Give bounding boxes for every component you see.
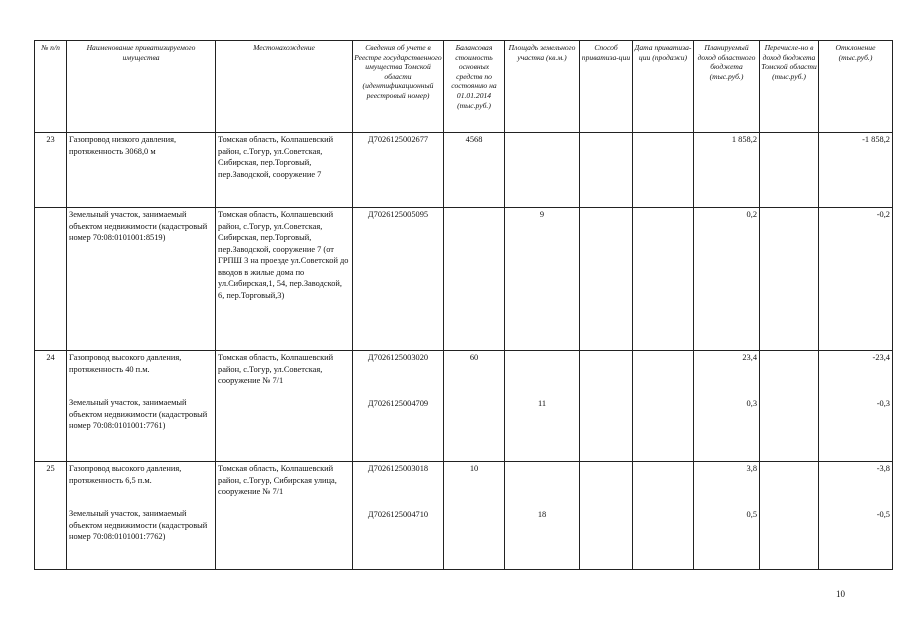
- cell-transfer: [760, 208, 819, 351]
- cell-registry: Д7026125005095: [353, 208, 444, 351]
- cell-income: [694, 351, 760, 462]
- deviation-pipeline: -23,4: [872, 353, 890, 362]
- cell-deviation: [819, 462, 893, 570]
- header-num: № п/п: [35, 41, 67, 133]
- income-pipeline: 3,8: [746, 464, 757, 473]
- registry-pipeline: Д7026125003018: [367, 464, 429, 473]
- cell-balance: 4568: [444, 133, 505, 208]
- header-name: Наименование приватизируемого имущества: [67, 41, 216, 133]
- cell-area: [505, 351, 580, 462]
- header-income: Планируемый доход областного бюджета (тыс.руб.): [694, 41, 760, 133]
- cell-deviation: -0,2: [819, 208, 893, 351]
- cell-num: 23: [35, 133, 67, 208]
- cell-method: [580, 133, 633, 208]
- header-row: [35, 41, 893, 133]
- item-name-land: Земельный участок, занимаемый объектом недвижимости (кадастровый номер 70:08:0101001:7762): [69, 509, 208, 541]
- cell-name: Земельный участок, занимаемый объектом недвижимости (кадастровый номер 70:08:0101001:8519): [67, 208, 216, 351]
- cell-transfer: [760, 351, 819, 462]
- cell-name: [67, 351, 216, 462]
- cell-registry: Д7026125002677: [353, 133, 444, 208]
- deviation-land: -0,3: [876, 398, 890, 408]
- header-date: Дата приватиза-ции (продажи): [633, 41, 694, 133]
- area-value: 11: [537, 399, 547, 408]
- item-name-pipeline: Газопровод высокого давления, протяженность 40 п.м.: [69, 353, 182, 374]
- cell-income: 0,2: [694, 208, 760, 351]
- cell-balance: 60: [444, 351, 505, 462]
- header-area: Площадь земельного участка (кв.м.): [505, 41, 580, 133]
- cell-name: [67, 462, 216, 570]
- cell-name: Газопровод низкого давления, протяженность 3068,0 м: [67, 133, 216, 208]
- income-land: 0,3: [746, 398, 757, 408]
- cell-deviation: [819, 351, 893, 462]
- income-land: 0,5: [746, 509, 757, 519]
- cell-date: [633, 462, 694, 570]
- privatization-table: [34, 40, 893, 570]
- cell-balance: 10: [444, 462, 505, 570]
- cell-transfer: [760, 462, 819, 570]
- cell-deviation: -1 858,2: [819, 133, 893, 208]
- cell-registry: [353, 462, 444, 570]
- cell-method: [580, 208, 633, 351]
- cell-registry: [353, 351, 444, 462]
- cell-method: [580, 462, 633, 570]
- page-number: 10: [836, 589, 845, 599]
- deviation-pipeline: -3,8: [876, 464, 890, 473]
- cell-num: [35, 208, 67, 351]
- cell-balance: [444, 208, 505, 351]
- header-location: Местонахождение: [216, 41, 353, 133]
- cell-location: Томская область, Колпашевский район, с.Тогур, Сибирская улица, сооружение № 7/1: [216, 462, 353, 570]
- deviation-land: -0,5: [876, 509, 890, 519]
- table-row: [35, 133, 893, 208]
- header-registry: Сведения об учете в Реестре государственного имущества Томской области (идентификационный реестровый номер): [353, 41, 444, 133]
- cell-income: [694, 462, 760, 570]
- cell-area: 9: [505, 208, 580, 351]
- registry-land: Д7026125004710: [367, 509, 429, 519]
- header-method: Способ приватиза-ции: [580, 41, 633, 133]
- cell-area: [505, 462, 580, 570]
- cell-date: [633, 133, 694, 208]
- table-row: [35, 208, 893, 351]
- header-deviation: Отклонение (тыс.руб.): [819, 41, 893, 133]
- table-row: [35, 351, 893, 462]
- cell-num: 25: [35, 462, 67, 570]
- item-name-land: Земельный участок, занимаемый объектом недвижимости (кадастровый номер 70:08:0101001:7761): [69, 398, 208, 430]
- cell-location: Томская область, Колпашевский район, с.Тогур, ул.Советская, Сибирская, пер.Торговый, пер.Заводской, сооружение 7 (от ГРПШ 3 на проезде ул.Советской до вводов в жилые дома по ул.Сибирская,1, 54, пер.Заводской, 6, пер.Торговый,3): [216, 208, 353, 351]
- cell-num: 24: [35, 351, 67, 462]
- registry-pipeline: Д7026125003020: [367, 353, 429, 362]
- cell-location: Томская область, Колпашевский район, с.Тогур, ул.Советская, сооружение № 7/1: [216, 351, 353, 462]
- cell-date: [633, 351, 694, 462]
- area-value: 18: [537, 510, 547, 519]
- cell-location: Томская область, Колпашевский район, с.Тогур, ул.Советская, Сибирская, пер.Торговый, пер.Заводской, сооружение 7: [216, 133, 353, 208]
- cell-income: 1 858,2: [694, 133, 760, 208]
- registry-land: Д7026125004709: [367, 398, 429, 408]
- income-pipeline: 23,4: [742, 353, 757, 362]
- table-row: [35, 462, 893, 570]
- cell-date: [633, 208, 694, 351]
- item-name-pipeline: Газопровод высокого давления, протяженность 6,5 п.м.: [69, 464, 182, 485]
- header-transfer: Перечисле-но в доход бюджета Томской области (тыс.руб.): [760, 41, 819, 133]
- cell-area: [505, 133, 580, 208]
- cell-transfer: [760, 133, 819, 208]
- cell-method: [580, 351, 633, 462]
- header-balance: Балансовая стоимость основных средств по состоянию на 01.01.2014 (тыс.руб.): [444, 41, 505, 133]
